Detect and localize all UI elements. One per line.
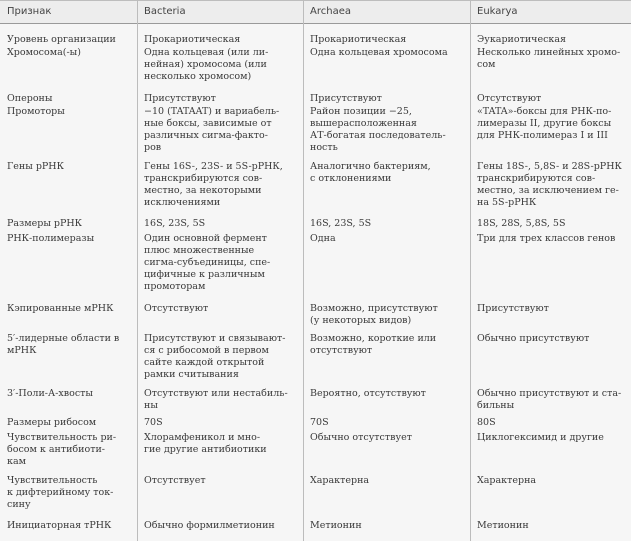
header-bacteria: Bacteria bbox=[144, 6, 186, 17]
bacteria-cell: Присутствуют и связывают- ся с рибосомой в первом сайте каждой открытой рамки считывания bbox=[144, 333, 286, 380]
eukarya-cell: Эукариотическая bbox=[477, 34, 566, 45]
feature-cell: Чувствительность ри- босом к антибиоти- кам bbox=[7, 432, 117, 467]
bacteria-cell: Одна кольцевая (или ли- нейная) хромосома (или несколько хромосом) bbox=[144, 47, 269, 82]
eukarya-cell: «TATA»-боксы для РНК-по- лимеразы II, другие боксы для РНК-полимераз I и III bbox=[477, 106, 612, 141]
eukarya-cell: 80S bbox=[477, 417, 496, 428]
archaea-cell: Вероятно, отсутствуют bbox=[310, 388, 426, 399]
feature-cell: Инициаторная тРНК bbox=[7, 520, 112, 531]
table-header bbox=[0, 0, 631, 24]
archaea-cell: Характерна bbox=[310, 475, 370, 486]
eukarya-cell: Присутствуют bbox=[477, 303, 549, 314]
archaea-cell: Возможно, присутствуют (у некоторых видов) bbox=[310, 303, 438, 326]
feature-cell: Хромосома(-ы) bbox=[7, 47, 81, 58]
bacteria-cell: Отсутствует bbox=[144, 475, 206, 486]
bacteria-cell: −10 (TATAAT) и вариабель- ные боксы, зависимые от различных сигма-факто- ров bbox=[144, 106, 280, 153]
bacteria-cell: Хлорамфеникол и мно- гие другие антибиотики bbox=[144, 432, 267, 455]
column-divider bbox=[137, 0, 138, 541]
feature-cell: Размеры рибосом bbox=[7, 417, 97, 428]
archaea-cell: Метионин bbox=[310, 520, 362, 531]
archaea-cell: 70S bbox=[310, 417, 329, 428]
bacteria-cell: Гены 16S-, 23S- и 5S-рРНК, транскрибируются сов- местно, за некоторыми исключениями bbox=[144, 161, 283, 208]
eukarya-cell: Характерна bbox=[477, 475, 537, 486]
feature-cell: РНК-полимеразы bbox=[7, 233, 95, 244]
feature-cell: Кэпированные мРНК bbox=[7, 303, 114, 314]
eukarya-cell: 18S, 28S, 5,8S, 5S bbox=[477, 218, 566, 229]
eukarya-cell: Три для трех классов генов bbox=[477, 233, 616, 244]
archaea-cell: Одна bbox=[310, 233, 336, 244]
bacteria-cell: 70S bbox=[144, 417, 163, 428]
eukarya-cell: Несколько линейных хромо- сом bbox=[477, 47, 621, 70]
feature-cell: Промоторы bbox=[7, 106, 65, 117]
header-archaea: Archaea bbox=[310, 6, 351, 17]
archaea-cell: Возможно, короткие или отсутствуют bbox=[310, 333, 437, 356]
bacteria-cell: Отсутствуют или нестабиль- ны bbox=[144, 388, 288, 411]
eukarya-cell: Отсутствуют bbox=[477, 93, 542, 104]
column-divider bbox=[470, 0, 471, 541]
archaea-cell: Присутствуют bbox=[310, 93, 382, 104]
header-eukarya: Eukarya bbox=[477, 6, 518, 17]
archaea-cell: Прокариотическая bbox=[310, 34, 407, 45]
bacteria-cell: Прокариотическая bbox=[144, 34, 241, 45]
feature-cell: 3′-Поли-А-хвосты bbox=[7, 388, 93, 399]
archaea-cell: Аналогично бактериям, с отклонениями bbox=[310, 161, 431, 184]
bacteria-cell: 16S, 23S, 5S bbox=[144, 218, 206, 229]
header-feature: Признак bbox=[7, 6, 52, 17]
eukarya-cell: Обычно присутствуют и ста- бильны bbox=[477, 388, 622, 411]
column-divider bbox=[303, 0, 304, 541]
bacteria-cell: Обычно формилметионин bbox=[144, 520, 275, 531]
archaea-cell: Одна кольцевая хромосома bbox=[310, 47, 448, 58]
feature-cell: Гены рРНК bbox=[7, 161, 64, 172]
eukarya-cell: Метионин bbox=[477, 520, 529, 531]
eukarya-cell: Циклогексимид и другие bbox=[477, 432, 604, 443]
bacteria-cell: Один основной фермент плюс множественные сигма-субъединицы, спе- цифичные к различным промоторам bbox=[144, 233, 271, 292]
archaea-cell: Район позиции −25, вышерасположенная АТ-богатая последователь- ность bbox=[310, 106, 446, 153]
feature-cell: Опероны bbox=[7, 93, 53, 104]
archaea-cell: Обычно отсутствует bbox=[310, 432, 412, 443]
bacteria-cell: Присутствуют bbox=[144, 93, 216, 104]
feature-cell: 5′-лидерные области в мРНК bbox=[7, 333, 120, 356]
eukarya-cell: Обычно присутствуют bbox=[477, 333, 590, 344]
eukarya-cell: Гены 18S-, 5,8S- и 28S-рРНК транскрибируются сов- местно, за исключением ге- на 5S-рРНК bbox=[477, 161, 622, 208]
feature-cell: Уровень организации bbox=[7, 34, 116, 45]
feature-cell: Чувствительность к дифтерийному ток- сину bbox=[7, 475, 114, 510]
archaea-cell: 16S, 23S, 5S bbox=[310, 218, 372, 229]
bacteria-cell: Отсутствуют bbox=[144, 303, 209, 314]
feature-cell: Размеры рРНК bbox=[7, 218, 83, 229]
